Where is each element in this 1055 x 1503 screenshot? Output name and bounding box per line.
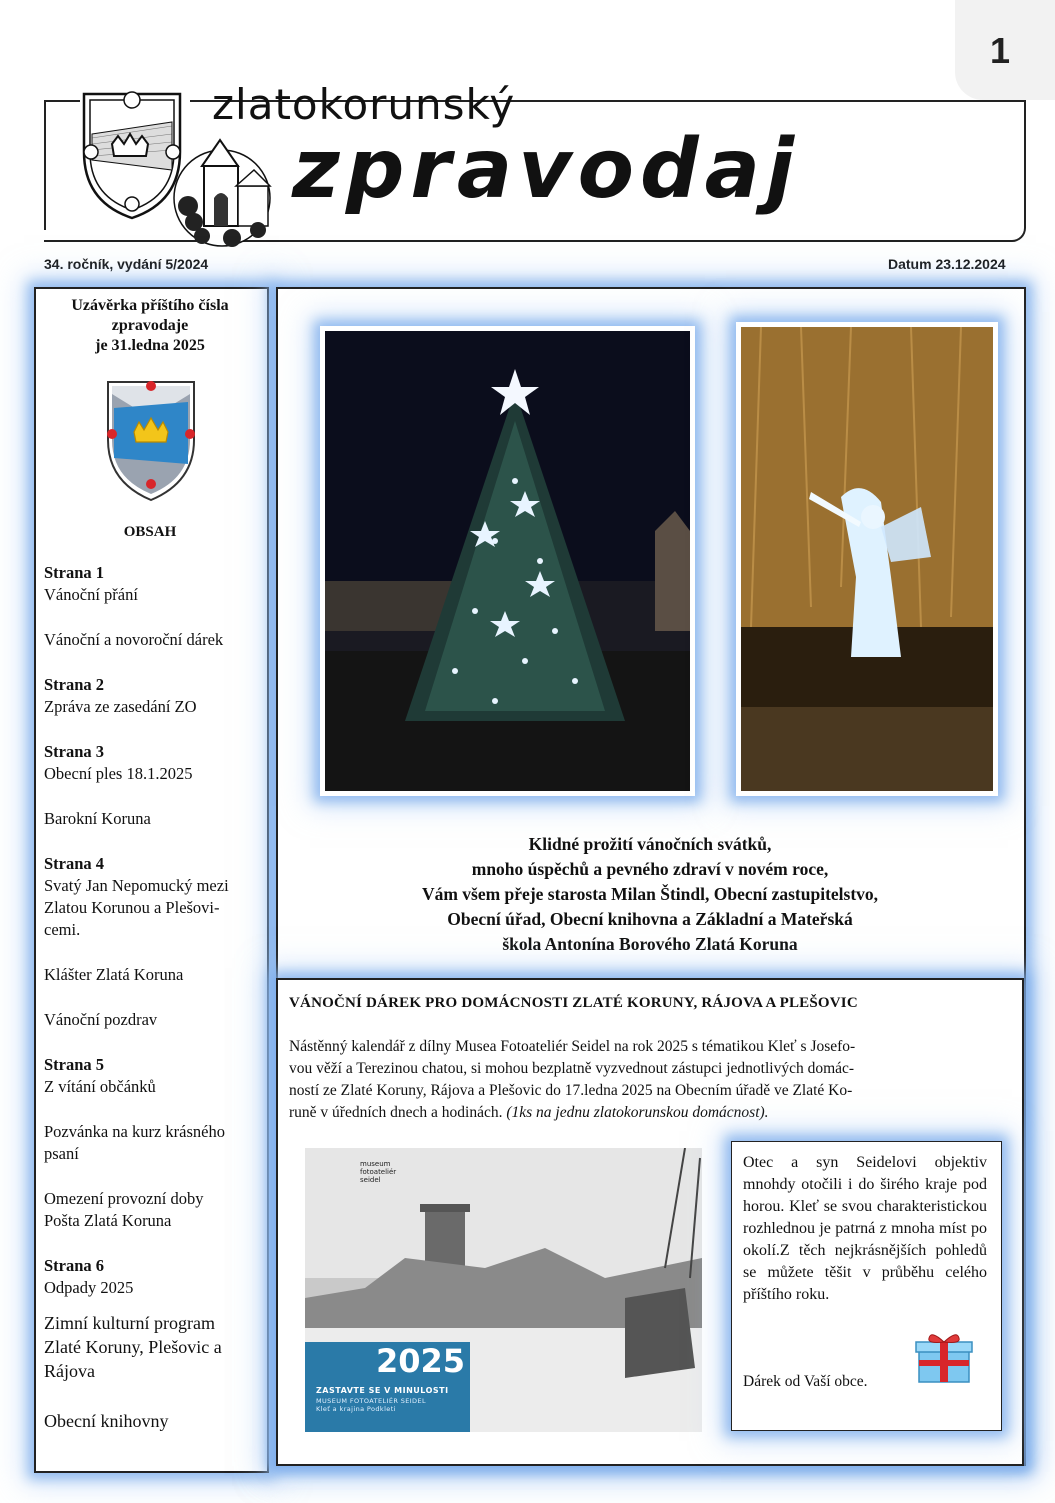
article-line: Nástěnný kalendář z dílny Musea Fotoateliér Seidel na rok 2025 s tématikou Kleť s Josefo- bbox=[289, 1038, 856, 1055]
angel-decoration-photo bbox=[736, 322, 998, 796]
toc-section: Strana 2 bbox=[44, 675, 105, 694]
toc-section: Strana 5 bbox=[44, 1055, 105, 1074]
toc-section: Strana 3 bbox=[44, 742, 105, 761]
toc-section: Strana 4 bbox=[44, 854, 105, 873]
toc-item: Obecní knihovny bbox=[44, 1411, 169, 1431]
article-line-end: runě v úředních dnech a hodinách. bbox=[289, 1104, 503, 1121]
article-title: VÁNOČNÍ DÁREK PRO DOMÁCNOSTI ZLATÉ KORUNY, RÁJOVA A PLEŠOVIC bbox=[289, 995, 858, 1011]
page-number: 1 bbox=[990, 30, 1011, 71]
toc-item: Barokní Koruna bbox=[44, 809, 151, 828]
calendar-year: 2025 bbox=[376, 1342, 466, 1380]
toc-item: Klášter Zlatá Koruna bbox=[44, 965, 184, 984]
gift-box-icon bbox=[913, 1330, 975, 1384]
church-illustration bbox=[172, 126, 282, 248]
issue-info: 34. ročník, vydání 5/2024 bbox=[44, 256, 209, 272]
article-note: (1ks na jednu zlatokorunskou domácnost). bbox=[506, 1104, 769, 1121]
calendar-publisher: MUSEUM FOTOATELIÉR SEIDEL bbox=[316, 1397, 426, 1405]
calendar-logo-line: fotoateliér bbox=[360, 1168, 397, 1176]
toc-section: Strana 6 bbox=[44, 1256, 105, 1275]
toc-item: Obecní ples 18.1.2025 bbox=[44, 764, 193, 783]
toc-item: Vánoční a novoroční dárek bbox=[44, 630, 224, 649]
toc-item: Z vítání občánků bbox=[44, 1077, 156, 1096]
table-of-contents bbox=[44, 562, 260, 1433]
calendar-subtitle: ZASTAVTE SE V MINULOSTI bbox=[316, 1386, 449, 1395]
issue-date: Datum 23.12.2024 bbox=[888, 256, 1006, 272]
christmas-tree-photo bbox=[320, 326, 695, 796]
masthead-left-edge bbox=[44, 100, 46, 230]
toc-item: Vánoční pozdrav bbox=[44, 1010, 158, 1029]
calendar-tagline: Kleť a krajina Podkleti bbox=[316, 1405, 396, 1413]
toc-item: Pozvánka na kurz krásného bbox=[44, 1122, 225, 1141]
toc-item: Zpráva ze zasedání ZO bbox=[44, 697, 197, 716]
deadline-line: Uzávěrka příštího čísla bbox=[71, 297, 229, 314]
calendar-logo-line: museum bbox=[360, 1160, 391, 1168]
village-coat-of-arms bbox=[104, 378, 198, 502]
deadline-notice bbox=[42, 296, 258, 356]
toc-item: Zlaté Koruny, Plešovic a bbox=[44, 1337, 222, 1357]
greeting-line: škola Antonína Borového Zlatá Koruna bbox=[502, 934, 798, 954]
masthead-title-small: zlatokorunský bbox=[212, 80, 516, 129]
article-line: vou věží a Terezinou chatou, si mohou bezplatně vyzvednout zástupci jednotlivých domác- bbox=[289, 1060, 855, 1077]
toc-item: Pošta Zlatá Koruna bbox=[44, 1211, 172, 1230]
toc-section: Strana 1 bbox=[44, 563, 105, 582]
toc-item: Svatý Jan Nepomucký mezi bbox=[44, 876, 229, 895]
toc-item: psaní bbox=[44, 1144, 79, 1163]
greeting-line: Klidné prožití vánočních svátků, bbox=[528, 834, 772, 854]
masthead-title: zpravodaj bbox=[292, 122, 801, 217]
calendar-logo-line: seidel bbox=[360, 1176, 381, 1184]
greeting-line: Obecní úřad, Obecní knihovna a Základní a Mateřská bbox=[447, 909, 853, 929]
toc-item: cemi. bbox=[44, 920, 81, 939]
contents-heading: OBSAH bbox=[123, 524, 177, 540]
article-line bbox=[289, 1102, 1001, 1124]
christmas-greeting bbox=[280, 832, 1020, 957]
toc-item: Odpady 2025 bbox=[44, 1278, 134, 1297]
deadline-line: je 31.ledna 2025 bbox=[95, 337, 205, 354]
article-line: ností ze Zlaté Koruny, Rájova a Plešovic do 17.ledna 2025 na Obecním úřadě ve Zlaté Ko- bbox=[289, 1082, 853, 1099]
toc-item: Zlatou Korunou a Plešovi- bbox=[44, 898, 220, 917]
toc-item: Rájova bbox=[44, 1361, 95, 1381]
toc-item: Omezení provozní doby bbox=[44, 1189, 204, 1208]
calendar-description: Otec a syn Seidelovi objektiv mnohdy otočili i do širého kraje pod horou. Kleť se svou charakteristickou rozhlednou je patrná z mnoha míst po okolí.Z těch nejkrásnějších pohledů se můžete těšit v průběhu celého příštího roku. bbox=[743, 1154, 987, 1303]
toc-item: Zimní kulturní program bbox=[44, 1313, 215, 1333]
toc-item: Vánoční přání bbox=[44, 585, 138, 604]
calendar-logo bbox=[360, 1160, 396, 1184]
greeting-line: Vám všem přeje starosta Milan Štindl, Obecní zastupitelstvo, bbox=[421, 884, 879, 904]
article-body bbox=[289, 1036, 1001, 1124]
gift-signature: Dárek od Vaší obce. bbox=[743, 1373, 868, 1390]
greeting-line: mnoho úspěchů a pevného zdraví v novém roce, bbox=[471, 859, 829, 879]
deadline-line: zpravodaje bbox=[111, 317, 189, 334]
masthead-left-line bbox=[44, 100, 80, 102]
